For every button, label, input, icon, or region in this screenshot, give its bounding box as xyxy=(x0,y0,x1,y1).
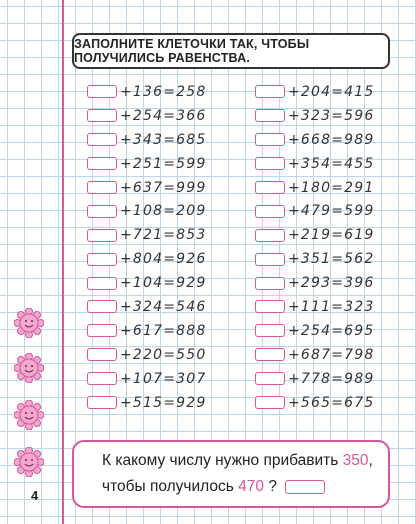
question-text: К какому числу нужно прибавить xyxy=(102,452,339,469)
equation-row xyxy=(255,367,375,391)
sun-smiley-icon xyxy=(14,353,44,383)
answer-blank[interactable] xyxy=(87,372,117,385)
answer-blank[interactable] xyxy=(87,85,117,98)
answer-blank[interactable] xyxy=(255,277,285,290)
equation-expression: +515=929 xyxy=(120,394,207,411)
answer-blank[interactable] xyxy=(87,396,117,409)
answer-blank[interactable] xyxy=(87,253,117,266)
equation-expression: +343=685 xyxy=(120,131,207,148)
equation-expression: +104=929 xyxy=(120,275,207,292)
equation-expression: +136=258 xyxy=(120,83,207,100)
equation-row xyxy=(255,319,375,343)
equation-row xyxy=(255,343,375,367)
equation-expression: +637=999 xyxy=(120,179,207,196)
instruction-text: ЗАПОЛНИТЕ КЛЕТОЧКИ ТАК, ЧТОБЫ ПОЛУЧИЛИСЬ РАВЕНСТВА. xyxy=(74,37,310,65)
equation-expression: +479=599 xyxy=(288,203,375,220)
answer-blank[interactable] xyxy=(87,324,117,337)
question-line-1 xyxy=(102,452,373,470)
answer-blank[interactable] xyxy=(87,133,117,146)
equation-row xyxy=(255,176,375,200)
equation-expression: +108=209 xyxy=(120,203,207,220)
equation-expression: +351=562 xyxy=(288,251,375,268)
equation-expression: +220=550 xyxy=(120,346,207,363)
equation-expression: +107=307 xyxy=(120,370,207,387)
equation-row xyxy=(255,128,375,152)
equations-right-column xyxy=(255,80,375,414)
equation-expression: +721=853 xyxy=(120,227,207,244)
equation-expression: +778=989 xyxy=(288,370,375,387)
equation-expression: +204=415 xyxy=(288,83,375,100)
equation-expression: +804=926 xyxy=(120,251,207,268)
equation-expression: +254=366 xyxy=(120,107,207,124)
equation-row xyxy=(87,271,207,295)
answer-blank[interactable] xyxy=(255,181,285,194)
instruction-box xyxy=(72,33,390,69)
answer-blank[interactable] xyxy=(255,324,285,337)
addend-number: 350 xyxy=(342,452,369,469)
page-number: 4 xyxy=(31,488,39,503)
sun-smiley-icon xyxy=(14,447,44,477)
answer-blank[interactable] xyxy=(255,109,285,122)
answer-blank[interactable] xyxy=(87,157,117,170)
equation-row xyxy=(87,319,207,343)
answer-blank[interactable] xyxy=(255,85,285,98)
answer-blank[interactable] xyxy=(255,253,285,266)
answer-blank[interactable] xyxy=(87,109,117,122)
equation-expression: +687=798 xyxy=(288,346,375,363)
equation-row xyxy=(255,223,375,247)
equation-row xyxy=(87,176,207,200)
answer-blank[interactable] xyxy=(255,300,285,313)
equation-expression: +323=596 xyxy=(288,107,375,124)
equation-row xyxy=(255,104,375,128)
margin-line xyxy=(62,0,64,524)
answer-blank[interactable] xyxy=(87,348,117,361)
answer-blank[interactable] xyxy=(255,348,285,361)
equation-row xyxy=(87,367,207,391)
equation-expression: +668=989 xyxy=(288,131,375,148)
equation-row xyxy=(87,104,207,128)
question-text: чтобы получилось xyxy=(102,478,234,495)
answer-blank[interactable] xyxy=(255,157,285,170)
equation-row xyxy=(87,391,207,415)
answer-blank[interactable] xyxy=(87,300,117,313)
answer-blank[interactable] xyxy=(87,277,117,290)
equations-left-column xyxy=(87,80,207,414)
equation-row xyxy=(255,152,375,176)
equation-row xyxy=(255,271,375,295)
equation-expression: +565=675 xyxy=(288,394,375,411)
answer-blank[interactable] xyxy=(255,396,285,409)
equation-row xyxy=(255,391,375,415)
equation-row xyxy=(255,199,375,223)
answer-blank[interactable] xyxy=(87,205,117,218)
equation-expression: +354=455 xyxy=(288,155,375,172)
answer-blank[interactable] xyxy=(87,229,117,242)
sun-smiley-icon xyxy=(14,400,44,430)
answer-blank[interactable] xyxy=(255,205,285,218)
equation-row xyxy=(87,199,207,223)
answer-blank[interactable] xyxy=(285,480,325,494)
equation-row xyxy=(87,247,207,271)
equation-expression: +180=291 xyxy=(288,179,375,196)
equation-row xyxy=(255,80,375,104)
equation-expression: +293=396 xyxy=(288,275,375,292)
question-line-2 xyxy=(102,478,325,496)
equation-row xyxy=(87,223,207,247)
equation-expression: +111=323 xyxy=(288,298,375,315)
equation-row xyxy=(255,247,375,271)
equation-row xyxy=(87,128,207,152)
equation-expression: +617=888 xyxy=(120,322,207,339)
equation-expression: +254=695 xyxy=(288,322,375,339)
answer-blank[interactable] xyxy=(255,229,285,242)
question-punct: ? xyxy=(268,478,277,495)
equation-expression: +324=546 xyxy=(120,298,207,315)
equation-expression: +251=599 xyxy=(120,155,207,172)
word-problem-box xyxy=(72,440,390,508)
equation-row xyxy=(87,295,207,319)
equation-row xyxy=(87,80,207,104)
answer-blank[interactable] xyxy=(255,372,285,385)
question-punct: , xyxy=(368,452,373,469)
equation-row xyxy=(87,152,207,176)
equation-expression: +219=619 xyxy=(288,227,375,244)
equation-row xyxy=(87,343,207,367)
equation-row xyxy=(255,295,375,319)
sum-number: 470 xyxy=(238,478,264,495)
answer-blank[interactable] xyxy=(87,181,117,194)
sun-smiley-icon xyxy=(14,308,44,338)
answer-blank[interactable] xyxy=(255,133,285,146)
